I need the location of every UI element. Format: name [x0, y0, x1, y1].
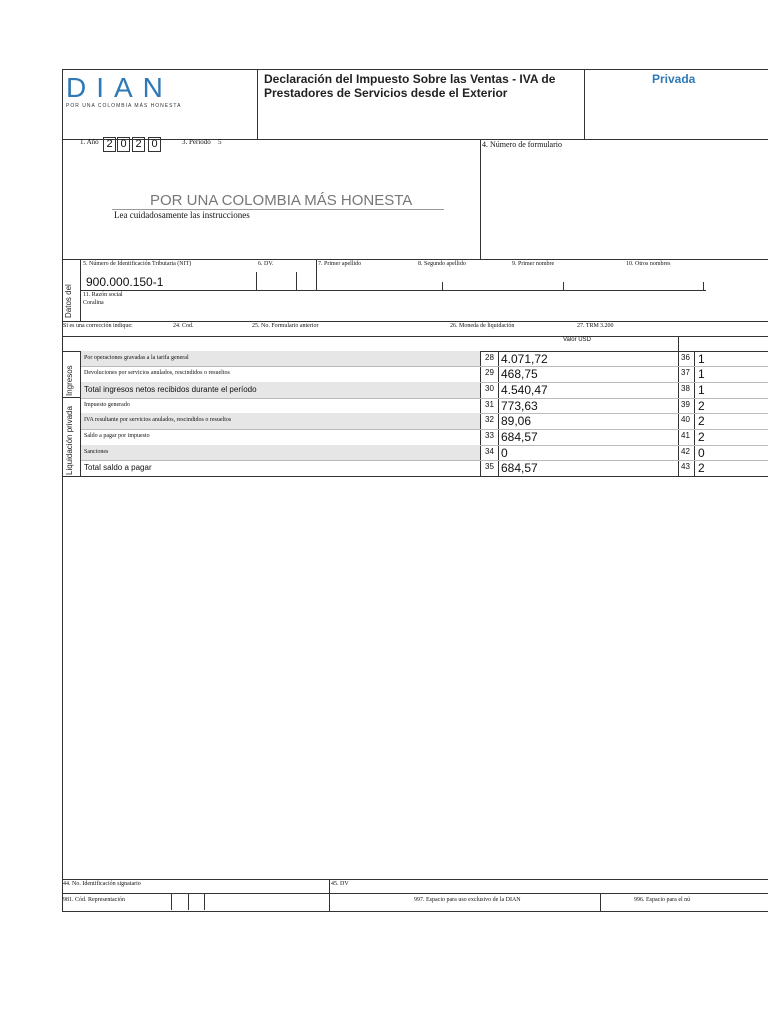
nit-field-divider [256, 272, 257, 290]
form-number-label: 4. Número de formulario [482, 140, 562, 149]
row-value[interactable]: 4.540,47 [501, 383, 548, 397]
form-title [264, 72, 555, 100]
row-label: Total ingresos netos recibidos durante el período [84, 385, 257, 394]
taxpayer-section-label: Datos del [64, 284, 73, 318]
representation-box-1[interactable] [171, 894, 189, 910]
dian-space-label: 997. Espacio para uso exclusivo de la DIAN [414, 897, 521, 903]
row-label: Sanciones [84, 449, 109, 455]
table-row [81, 366, 768, 382]
dv-label: 6. DV. [258, 261, 274, 267]
section-separator [62, 397, 80, 398]
frame-left-line [62, 69, 63, 911]
name-row-bottom-line [80, 290, 706, 291]
row-value[interactable]: 468,75 [501, 367, 538, 381]
row-number: 35 [485, 462, 494, 471]
logo-text: DIAN [66, 72, 173, 103]
row-shade [81, 445, 480, 460]
second-surname-tick [442, 282, 443, 290]
row-value-2[interactable]: 1 [698, 352, 705, 366]
table-bottom-line [62, 476, 768, 477]
header-bottom-line [62, 139, 768, 140]
taxpayer-bottom-line [62, 321, 768, 322]
year-digit-4[interactable]: 0 [148, 137, 161, 152]
table-row [81, 351, 768, 366]
row-value-2[interactable]: 2 [698, 399, 705, 413]
table-row [81, 460, 768, 476]
row-number-2: 43 [681, 462, 690, 471]
footer-dv-label: 45. DV [331, 881, 349, 887]
row-number-2: 37 [681, 368, 690, 377]
year-digit-3[interactable]: 2 [132, 137, 145, 152]
table-row [81, 398, 768, 413]
top-block-bottom-line [62, 259, 768, 260]
ingresos-section-label: Ingresos [65, 365, 74, 396]
row-label: Devoluciones por servicios anulados, rescindidos o resueltos [84, 370, 230, 376]
nit-label: 5. Número de Identificación Tributaria (NIT) [83, 261, 192, 267]
year-digit-1[interactable]: 2 [103, 137, 116, 152]
row-value-2[interactable]: 2 [698, 414, 705, 428]
row-label: Por operaciones gravadas a la tarifa general [84, 355, 189, 361]
correction-label: Si es una corrección indique: [63, 323, 133, 329]
row-number-2: 39 [681, 400, 690, 409]
first-name-tick [563, 282, 564, 290]
footer-middle-line [62, 893, 768, 894]
trm-value[interactable]: 3.200 [600, 323, 614, 329]
surname-field-divider [316, 259, 317, 290]
row-number-2: 41 [681, 431, 690, 440]
representation-box-2[interactable] [188, 894, 205, 910]
table-row [81, 413, 768, 429]
correction-bottom-line [62, 336, 768, 337]
currency-label: 26. Moneda de liquidación [450, 323, 515, 329]
year-label: 1. Año [80, 138, 99, 146]
row-value-2[interactable]: 2 [698, 461, 705, 475]
row-number: 34 [485, 447, 494, 456]
previous-form-label: 25. No. Formulario anterior [252, 323, 319, 329]
form-title-line2: Prestadores de Servicios desde el Exterior [264, 86, 508, 100]
other-names-label: 10. Otros nombres [626, 261, 671, 267]
footer-divider-1 [329, 879, 330, 911]
other-space-label: 996. Espacio para el nú [634, 897, 691, 903]
row-value-2[interactable]: 1 [698, 383, 705, 397]
table-row [81, 445, 768, 460]
row-number: 32 [485, 415, 494, 424]
company-value[interactable]: Coralina [83, 300, 104, 306]
row-value[interactable]: 773,63 [501, 399, 538, 413]
frame-top-line [62, 69, 768, 70]
footer-top-line [62, 879, 768, 880]
form-title-line1: Declaración del Impuesto Sobre las Ventas - IVA de [264, 72, 556, 86]
value-usd-header: Valor USD [563, 337, 591, 343]
period-value[interactable]: 5 [218, 138, 222, 146]
footer-bottom-line [62, 911, 768, 912]
liquidacion-section-label: Liquidación privada [65, 406, 74, 475]
privacy-label: Privada [652, 72, 696, 86]
nit-value[interactable]: 900.000.150-1 [86, 275, 164, 289]
period-label: 3. Período [182, 138, 211, 146]
row-number-2: 36 [681, 353, 690, 362]
row-label: Saldo a pagar por impuesto [84, 433, 150, 439]
year-digit-2[interactable]: 0 [117, 137, 130, 152]
footer-divider-2 [600, 893, 601, 911]
correction-code-label: 24. Cod. [173, 323, 194, 329]
dv-field-divider [296, 272, 297, 290]
row-value-2[interactable]: 0 [698, 446, 705, 460]
row-number: 30 [485, 384, 494, 393]
slogan: POR UNA COLOMBIA MÁS HONESTA [150, 192, 413, 209]
row-number-2: 42 [681, 447, 690, 456]
row-label: IVA resultante por servicios anulados, rescindidos o resueltos [84, 417, 232, 423]
row-number: 29 [485, 368, 494, 377]
row-value[interactable]: 0 [501, 446, 508, 460]
row-number: 31 [485, 400, 494, 409]
row-value[interactable]: 89,06 [501, 414, 532, 428]
privacy-divider [584, 69, 585, 139]
row-number-2: 38 [681, 384, 690, 393]
table-row [81, 429, 768, 445]
first-surname-label: 7. Primer apellido [318, 261, 362, 267]
header-divider [257, 69, 258, 139]
form-number-divider [480, 139, 481, 259]
instructions-text: Lea cuidadosamente las instrucciones [114, 210, 250, 220]
second-surname-label: 8. Segundo apellido [418, 261, 466, 267]
first-name-label: 9. Primer nombre [512, 261, 555, 267]
trm-label: 27. TRM [577, 323, 599, 329]
dian-logo [66, 73, 206, 113]
row-value[interactable]: 684,57 [501, 461, 538, 475]
other-names-tick [703, 282, 704, 290]
representation-label: 981. Cód. Representación [63, 897, 125, 903]
row-label: Impuesto generado [84, 402, 130, 408]
table-row [81, 382, 768, 398]
row-value[interactable]: 4.071,72 [501, 352, 548, 366]
row-number: 33 [485, 431, 494, 440]
company-label: 11. Razón social [83, 292, 123, 298]
row-label: Total saldo a pagar [84, 463, 152, 472]
row-number-2: 40 [681, 415, 690, 424]
logo-tagline: POR UNA COLOMBIA MÁS HONESTA [66, 103, 182, 109]
row-number: 28 [485, 353, 494, 362]
row-value[interactable]: 684,57 [501, 430, 538, 444]
signer-id-label: 44. No. Identificación signatario [63, 881, 141, 887]
row-value-2[interactable]: 1 [698, 367, 705, 381]
row-value-2[interactable]: 2 [698, 430, 705, 444]
